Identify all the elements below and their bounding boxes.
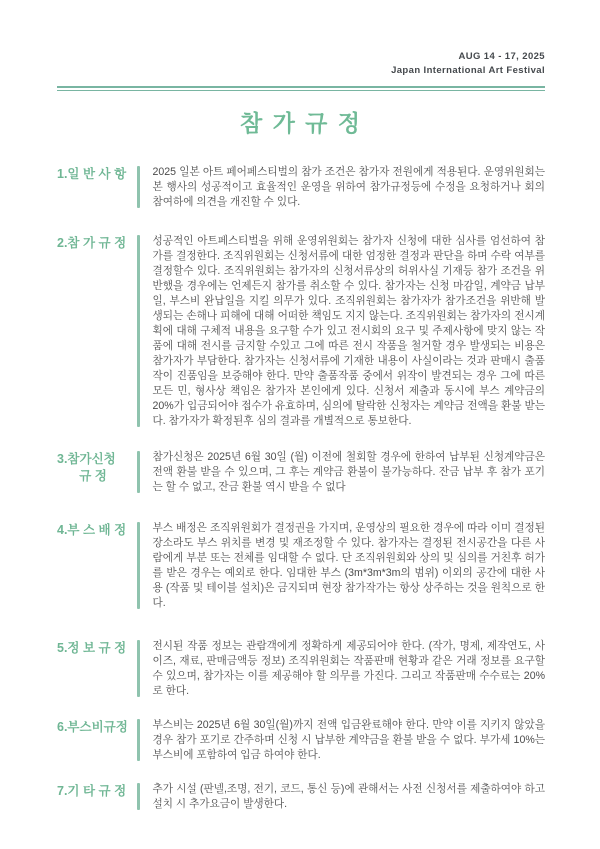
section-divider (137, 719, 140, 761)
section-body: 추가 시설 (판넬,조명, 전기, 코드, 통신 등)에 관해서는 사전 신청서를 제출하여야 하고 설치 시 추가요금이 발생한다. (152, 783, 545, 810)
section-booth-assignment (57, 521, 545, 611)
event-date: AUG 14 - 17, 2025 (458, 51, 545, 62)
section-body: 참가신청은 2025년 6월 30일 (월) 이전에 철회할 경우에 한하여 납부된 신청계약금은 전액 환불 받을 수 있으며, 그 후는 계약금 환불이 불가능하다. 잔금 납부 후 참가 포기는 할 수 없고, 잔금 환불 역시 받을 수 없다 (152, 451, 545, 493)
section-label-text-line2: 규 정 (79, 469, 107, 483)
section-label-text: 1.일 반 사 항 (57, 167, 127, 181)
section-label (57, 718, 137, 763)
section-label-text: 5.정 보 규 정 (57, 641, 127, 655)
section-divider (137, 640, 140, 697)
page-title: 참 가 규 정 (239, 110, 363, 136)
section-information-rules (57, 639, 545, 699)
document-header (57, 50, 545, 78)
section-body: 부스 배정은 조직위원회가 결정권을 가지며, 운영상의 필요한 경우에 따라 이미 결정된 장소라도 부스 위치를 변경 및 재조정할 수 있다. 참가자는 결정된 전시공간을 다른 사람에게 부분 또는 전체를 임대할 수 없다. 단 조직위원회와 상의 및 심의를 거친후 허가를 받은 경우는 예외로 한다. 임대한 부스 (3m*3m*3m의 범위) 이외의 공간에 대한 사용 (작품 및 테이블 설치)은 금지되며 현장 참가작가는 항상 상주하는 것을 원칙으로 한다. (152, 522, 545, 609)
section-application-rules (57, 450, 545, 495)
section-label-text: 2.참 가 규 정 (57, 236, 127, 250)
section-label (57, 782, 137, 812)
section-participation-rules (57, 234, 545, 429)
section-body: 성공적인 아트페스티벌을 위해 운영위원회는 참가자 신청에 대한 심사를 엄선하여 참가를 결정한다. 조직위원회는 신청서류에 대한 엄정한 결정과 판단을 하며 수락 여부를 결정할수 있다. 조직위원회는 참가자의 신청서류상의 허위사실 기재등 참가 조건을 위반했을 경우에는 언제든지 참가를 취소할 수 있다. 참가자는 신청 마감일, 계약금 납부일, 부스비 완납일을 지킬 의무가 있다. 조직위원회는 참가자가 참가조건을 위반해 발생되는 손해나 피해에 대해 어떠한 책임도 지지 않는다. 조직위원회는 참가자의 전시계획에 대해 구체적 내용을 요구할 수가 있고 전시회의 요구 및 주제사항에 맞지 않는 작품에 대해 전시를 금지할 수있고 그에 따른 전시 작품을 철거할 경우 발생되는 비용은 참가자가 부담한다. 참가자는 신청서류에 기재한 내용이 사실이라는 것과 판매시 출품작이 진품임을 보증해야 한다. 만약 출품작품 중에서 위작이 발견되는 경우 그에 따른 모든 민, 형사상 책임은 참가자 본인에게 있다. 신청서 제출과 동시에 부스 계약금의 20%가 입금되어야 접수가 유효하며, 심의에 탈락한 신청자는 계약금 전액을 환불 받는다. 참가자가 확정된후 심의 결과를 개별적으로 통보한다. (152, 235, 545, 427)
section-label (57, 165, 137, 210)
header-double-rule (57, 86, 545, 91)
section-general (57, 165, 545, 210)
section-body: 부스비는 2025년 6월 30일(월)까지 전액 입금완료해야 한다. 만약 이를 지키지 않았을 경우 참가 포기로 간주하며 신청 시 납부한 계약금을 환불 받을 수 없다. 부가세 10%는 부스비에 포함하여 입금 하여야 한다. (152, 719, 545, 761)
section-label-text: 7.기 타 규 정 (57, 784, 127, 798)
section-divider (137, 166, 140, 208)
section-booth-fee-rules (57, 718, 545, 763)
section-label-text: 4.부 스 배 정 (57, 523, 127, 537)
section-label (57, 234, 137, 429)
section-body: 2025 일본 아트 페어페스티벌의 참가 조건은 참가자 전원에게 적용된다. 운영위원회는 본 행사의 성공적이고 효율적인 운영을 위하여 참가규정등에 수정을 요청하거나 회의 참여하에 의견을 개진할 수 있다. (152, 166, 545, 208)
section-divider (137, 783, 140, 810)
section-other-rules (57, 782, 545, 812)
section-label (57, 639, 137, 699)
event-name: Japan International Art Festival (391, 65, 545, 76)
section-label (57, 521, 137, 611)
section-label-text: 6.부스비규정 (57, 720, 128, 734)
section-divider (137, 451, 140, 493)
section-divider (137, 522, 140, 609)
section-label-text: 3.참가신청 (57, 452, 116, 466)
section-body: 전시된 작품 정보는 관람객에게 정확하게 제공되어야 한다. (작가, 명제, 제작연도, 사이즈, 재료, 판매금액등 정보) 조직위원회는 작품판매 현황과 같은 거래 정보를 요구할 수 있으며, 참가자는 이를 제공해야 할 의무를 가진다. 그리고 작품판매 수수료는 20%로 한다. (152, 640, 545, 697)
section-divider (137, 235, 140, 427)
section-label (57, 450, 137, 495)
